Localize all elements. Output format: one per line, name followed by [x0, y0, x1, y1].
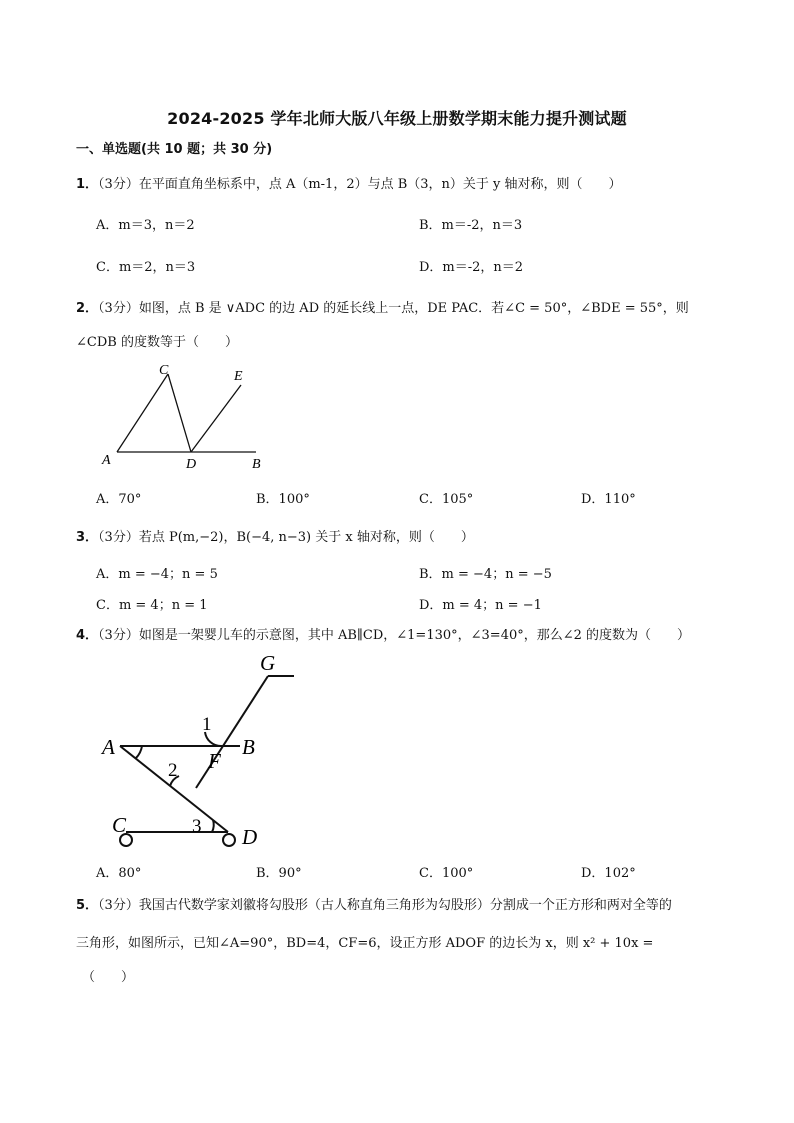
- label-angle-2: 2: [168, 760, 178, 781]
- label-c: C: [112, 813, 127, 837]
- angle-figure: [98, 358, 268, 473]
- question-text-line2: 三角形，如图所示，已知∠A=90°，BD=4，CF=6，设正方形 ADOF 的边长为 x，则 x² + 10x =: [76, 936, 654, 951]
- stroller-figure: [98, 648, 308, 854]
- label-angle-3: 3: [192, 816, 202, 837]
- label-b: B: [242, 735, 255, 759]
- question-3: [76, 526, 474, 545]
- label-e: E: [234, 369, 243, 384]
- option-a[interactable]: A．70°: [96, 492, 142, 507]
- option-d[interactable]: D．102°: [581, 866, 636, 881]
- section-heading: 一、单选题(共 10 题；共 30 分): [76, 142, 273, 157]
- option-c[interactable]: C．105°: [419, 492, 474, 507]
- option-c[interactable]: C．m = 4；n = 1: [96, 598, 208, 613]
- option-a[interactable]: A．m＝3，n＝2: [96, 218, 195, 233]
- option-a[interactable]: A．m = −4；n = 5: [96, 567, 218, 582]
- question-5: [76, 894, 672, 913]
- label-a: A: [102, 453, 111, 468]
- option-b[interactable]: B．90°: [256, 866, 302, 881]
- label-c: C: [159, 363, 169, 378]
- question-text: （3分）如图是一架婴儿车的示意图，其中 AB∥CD，∠1=130°，∠3=40°，那么∠2 的度数为（ ）: [98, 628, 691, 643]
- question-text-line1: （3分）我国古代数学家刘徽将勾股形（古人称直角三角形为勾股形）分割成一个正方形和两对全等的: [98, 898, 672, 913]
- exam-title: 2024-2025 学年北师大版八年级上册数学期末能力提升测试题: [167, 109, 627, 128]
- option-c[interactable]: C．m＝2，n＝3: [96, 260, 196, 275]
- question-number: 2．: [76, 301, 99, 316]
- label-angle-1: 1: [202, 714, 212, 735]
- question-text-line2: ∠CDB 的度数等于（ ）: [76, 335, 238, 350]
- option-d[interactable]: D．m = 4；n = −1: [419, 598, 542, 613]
- option-b[interactable]: B．m = −4；n = −5: [419, 567, 552, 582]
- question-number: 4．: [76, 628, 99, 643]
- question-text-line1: （3分）如图，点 B 是 ∨ADC 的边 AD 的延长线上一点，DE PAC．若∠C = 50°，∠BDE = 55°，则: [98, 301, 689, 316]
- question-2: [76, 297, 689, 316]
- answer-blank: （ ）: [82, 970, 135, 985]
- option-c[interactable]: C．100°: [419, 866, 474, 881]
- question-number: 1．: [76, 177, 99, 192]
- option-a[interactable]: A．80°: [96, 866, 142, 881]
- question-number: 5．: [76, 898, 99, 913]
- label-d: D: [186, 457, 197, 472]
- question-text: （3分）在平面直角坐标系中，点 A（m-1，2）与点 B（3，n）关于 y 轴对称，则（ ）: [98, 177, 622, 192]
- question-1: [76, 173, 622, 192]
- option-b[interactable]: B．100°: [256, 492, 310, 507]
- label-b: B: [252, 457, 261, 472]
- label-g: G: [260, 651, 276, 675]
- question-number: 3．: [76, 530, 99, 545]
- label-a: A: [102, 735, 115, 759]
- label-d: D: [242, 825, 258, 849]
- option-d[interactable]: D．m＝-2，n＝2: [419, 260, 524, 275]
- question-text: （3分）若点 P(m,−2)，B(−4, n−3) 关于 x 轴对称，则（ ）: [98, 530, 474, 545]
- question-4: [76, 624, 690, 643]
- label-f: F: [208, 749, 221, 773]
- option-b[interactable]: B．m＝-2，n＝3: [419, 218, 523, 233]
- option-d[interactable]: D．110°: [581, 492, 636, 507]
